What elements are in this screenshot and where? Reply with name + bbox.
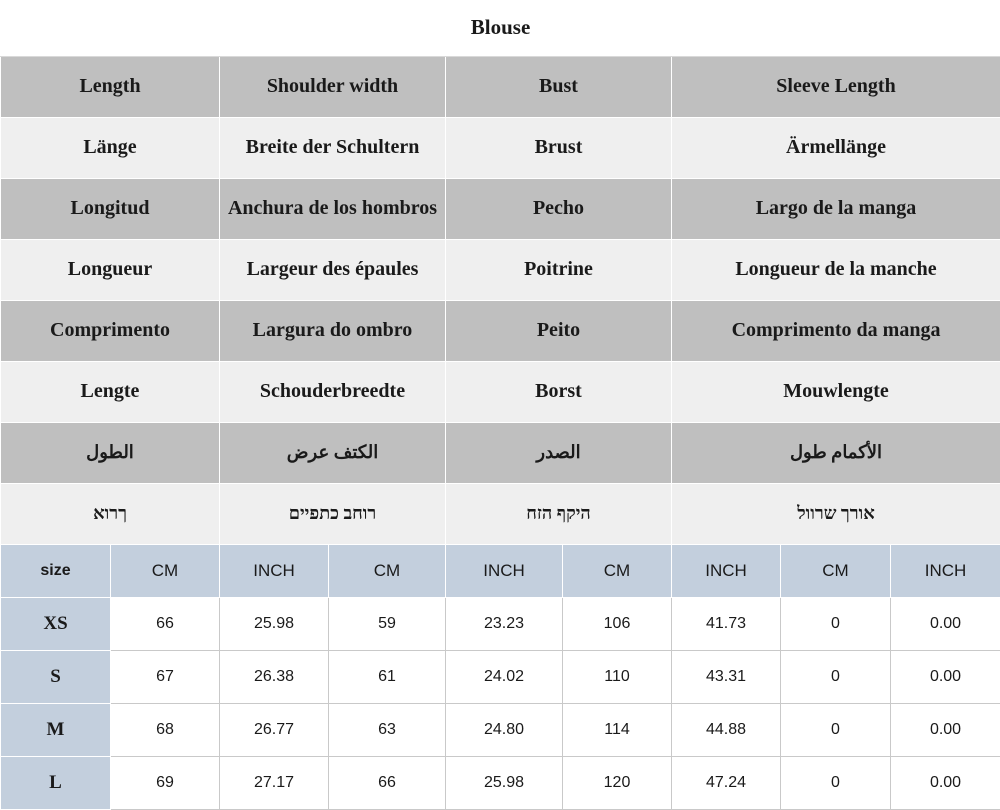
- label-shoulder-he: רוחב כתפיים: [220, 483, 446, 544]
- unit-header-sleeve-cm: CM: [781, 544, 891, 597]
- cell-s-sleeve-inch: 0.00: [891, 650, 1000, 703]
- label-sleeve-he: אורך שרוול: [672, 483, 1000, 544]
- cell-xs-bust-inch: 41.73: [672, 597, 781, 650]
- unit-header-sleeve-inch: INCH: [891, 544, 1000, 597]
- label-bust-en: Bust: [446, 56, 672, 117]
- cell-l-shoulder-inch: 25.98: [446, 756, 563, 809]
- cell-s-sleeve-cm: 0: [781, 650, 891, 703]
- label-row-es: [1, 178, 1000, 239]
- label-sleeve-en: Sleeve Length: [672, 56, 1000, 117]
- table-row: [1, 756, 1000, 809]
- cell-m-length-inch: 26.77: [220, 703, 329, 756]
- label-sleeve-de: Ärmellänge: [672, 117, 1000, 178]
- label-row-en: [1, 56, 1000, 117]
- label-length-fr: Longueur: [1, 239, 220, 300]
- table-row: [1, 703, 1000, 756]
- cell-xs-shoulder-cm: 59: [329, 597, 446, 650]
- label-shoulder-fr: Largeur des épaules: [220, 239, 446, 300]
- size-column-header: size: [1, 544, 111, 597]
- unit-header-shoulder-cm: CM: [329, 544, 446, 597]
- cell-m-shoulder-inch: 24.80: [446, 703, 563, 756]
- table-row: [1, 597, 1000, 650]
- label-shoulder-en: Shoulder width: [220, 56, 446, 117]
- chart-title-row: [1, 0, 1000, 56]
- label-shoulder-nl: Schouderbreedte: [220, 361, 446, 422]
- label-shoulder-ar: الكتف عرض: [220, 422, 446, 483]
- label-sleeve-ar: الأكمام طول: [672, 422, 1000, 483]
- label-length-de: Länge: [1, 117, 220, 178]
- label-length-es: Longitud: [1, 178, 220, 239]
- unit-header-length-cm: CM: [111, 544, 220, 597]
- cell-m-sleeve-inch: 0.00: [891, 703, 1000, 756]
- label-length-ar: الطول: [1, 422, 220, 483]
- cell-xs-length-inch: 25.98: [220, 597, 329, 650]
- cell-s-length-cm: 67: [111, 650, 220, 703]
- cell-xs-length-cm: 66: [111, 597, 220, 650]
- label-length-nl: Lengte: [1, 361, 220, 422]
- cell-m-shoulder-cm: 63: [329, 703, 446, 756]
- table-row: [1, 650, 1000, 703]
- label-sleeve-pt: Comprimento da manga: [672, 300, 1000, 361]
- label-sleeve-fr: Longueur de la manche: [672, 239, 1000, 300]
- cell-m-sleeve-cm: 0: [781, 703, 891, 756]
- label-row-de: [1, 117, 1000, 178]
- cell-l-sleeve-cm: 0: [781, 756, 891, 809]
- label-bust-es: Pecho: [446, 178, 672, 239]
- cell-m-bust-inch: 44.88: [672, 703, 781, 756]
- label-bust-fr: Poitrine: [446, 239, 672, 300]
- label-sleeve-nl: Mouwlengte: [672, 361, 1000, 422]
- cell-l-length-cm: 69: [111, 756, 220, 809]
- label-length-pt: Comprimento: [1, 300, 220, 361]
- cell-xs-sleeve-cm: 0: [781, 597, 891, 650]
- unit-header-length-inch: INCH: [220, 544, 329, 597]
- unit-header-bust-cm: CM: [563, 544, 672, 597]
- label-shoulder-de: Breite der Schultern: [220, 117, 446, 178]
- label-bust-nl: Borst: [446, 361, 672, 422]
- label-shoulder-pt: Largura do ombro: [220, 300, 446, 361]
- cell-l-sleeve-inch: 0.00: [891, 756, 1000, 809]
- size-label-l: L: [1, 756, 111, 809]
- label-row-pt: [1, 300, 1000, 361]
- label-sleeve-es: Largo de la manga: [672, 178, 1000, 239]
- label-row-nl: [1, 361, 1000, 422]
- size-label-xs: XS: [1, 597, 111, 650]
- label-row-fr: [1, 239, 1000, 300]
- label-row-ar: [1, 422, 1000, 483]
- cell-xs-bust-cm: 106: [563, 597, 672, 650]
- size-label-m: M: [1, 703, 111, 756]
- label-shoulder-es: Anchura de los hombros: [220, 178, 446, 239]
- page-title: Blouse: [1, 0, 1000, 56]
- label-bust-he: היקף הזח: [446, 483, 672, 544]
- unit-header-shoulder-inch: INCH: [446, 544, 563, 597]
- label-row-he: [1, 483, 1000, 544]
- unit-header-bust-inch: INCH: [672, 544, 781, 597]
- cell-m-length-cm: 68: [111, 703, 220, 756]
- cell-s-bust-inch: 43.31: [672, 650, 781, 703]
- cell-s-bust-cm: 110: [563, 650, 672, 703]
- label-bust-pt: Peito: [446, 300, 672, 361]
- cell-l-bust-inch: 47.24: [672, 756, 781, 809]
- cell-s-length-inch: 26.38: [220, 650, 329, 703]
- cell-l-length-inch: 27.17: [220, 756, 329, 809]
- label-bust-de: Brust: [446, 117, 672, 178]
- cell-s-shoulder-cm: 61: [329, 650, 446, 703]
- cell-xs-sleeve-inch: 0.00: [891, 597, 1000, 650]
- units-header-row: [1, 544, 1000, 597]
- cell-l-shoulder-cm: 66: [329, 756, 446, 809]
- cell-s-shoulder-inch: 24.02: [446, 650, 563, 703]
- cell-m-bust-cm: 114: [563, 703, 672, 756]
- label-length-he: ךרוא: [1, 483, 220, 544]
- label-bust-ar: الصدر: [446, 422, 672, 483]
- label-length-en: Length: [1, 56, 220, 117]
- cell-xs-shoulder-inch: 23.23: [446, 597, 563, 650]
- size-label-s: S: [1, 650, 111, 703]
- cell-l-bust-cm: 120: [563, 756, 672, 809]
